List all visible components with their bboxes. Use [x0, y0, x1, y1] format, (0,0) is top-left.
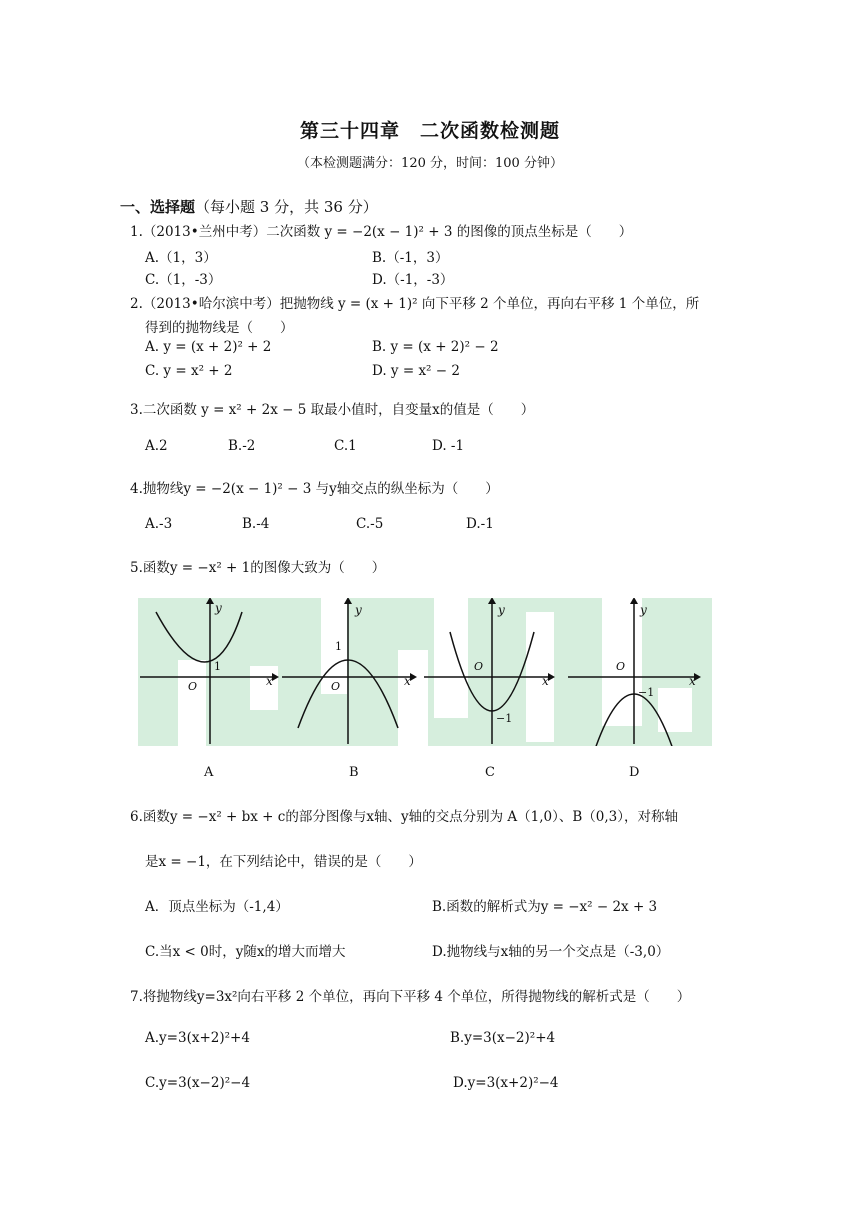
q4-option-d: D.-1: [466, 516, 494, 532]
q4-option-b: B.-4: [242, 516, 270, 532]
q2-stem-continued: 得到的抛物线是（ ）: [145, 320, 294, 336]
q7-option-a: A.y=3(x+2)²+4: [145, 1030, 250, 1046]
q7-option-d: D.y=3(x+2)²−4: [453, 1075, 559, 1091]
q1-option-a: A.（1，3）: [145, 250, 217, 266]
section-heading: [120, 196, 378, 217]
q7-option-b: B.y=3(x−2)²+4: [450, 1030, 556, 1046]
q7-option-c: C.y=3(x−2)²−4: [145, 1075, 251, 1091]
q5-label-c: C: [485, 765, 495, 780]
q5-graph-panel: [138, 598, 712, 746]
graph-d-origin: O: [616, 660, 626, 673]
q2-option-b: B. y = (x + 2)² − 2: [372, 339, 499, 355]
q5-stem: 5.函数y = −x² + 1的图像大致为（ ）: [130, 560, 386, 576]
q3-option-a: A.2: [145, 438, 168, 454]
section-note: （每小题 3 分，共 36 分）: [195, 198, 378, 216]
graph-c-x-label: x: [542, 674, 549, 688]
q1-option-d: D.（-1，-3）: [372, 272, 454, 288]
graph-b-origin: O: [331, 680, 341, 693]
graph-d-x-label: x: [689, 674, 696, 688]
graph-c-y-label: y: [498, 603, 505, 617]
graph-a-y-label: y: [215, 601, 222, 615]
q2-option-a: A. y = (x + 2)² + 2: [145, 339, 272, 355]
q1-option-c: C.（1，-3）: [145, 272, 222, 288]
graph-a-one: 1: [214, 660, 221, 673]
graph-d-neg-one: −1: [638, 686, 655, 699]
q3-option-c: C.1: [334, 438, 357, 454]
q3-option-d: D. -1: [432, 438, 465, 454]
q6-option-d: D.抛物线与x轴的另一个交点是（-3,0）: [432, 944, 670, 960]
q2-option-c: C. y = x² + 2: [145, 363, 233, 379]
q6-option-c: C.当x < 0时，y随x的增大而增大: [145, 944, 346, 960]
q3-stem: 3.二次函数 y = x² + 2x − 5 取最小值时，自变量x的值是（ ）: [130, 402, 535, 418]
q5-label-b: B: [349, 765, 359, 780]
q1-option-b: B.（-1，3）: [372, 250, 449, 266]
page-title: 第三十四章 二次函数检测题: [299, 120, 560, 142]
section-title: 一、选择题: [120, 198, 196, 216]
graph-a-x-label: x: [266, 674, 273, 688]
q7-stem: 7.将抛物线y=3x²向右平移 2 个单位，再向下平移 4 个单位，所得抛物线的解析式是（ ）: [130, 989, 691, 1005]
graph-b-x-label: x: [404, 674, 411, 688]
graph-c-neg-one: −1: [496, 712, 513, 725]
q6-stem-continued: 是x = −1，在下列结论中，错误的是（ ）: [145, 854, 422, 870]
q1-stem: 1.（2013•兰州中考）二次函数 y = −2(x − 1)² + 3 的图像的顶点坐标是（ ）: [130, 224, 633, 240]
q6-stem: 6.函数y = −x² + bx + c的部分图像与x轴、y轴的交点分别为 A（1,0）、B（0,3），对称轴: [130, 809, 678, 825]
page-subtitle: （本检测题满分：120 分，时间：100 分钟）: [297, 156, 563, 171]
q6-option-b: B.函数的解析式为y = −x² − 2x + 3: [432, 899, 658, 915]
q4-stem: 4.抛物线y = −2(x − 1)² − 3 与y轴交点的纵坐标为（ ）: [130, 481, 499, 497]
q3-option-b: B.-2: [228, 438, 256, 454]
graph-b-one: 1: [335, 640, 342, 653]
q2-option-d: D. y = x² − 2: [372, 363, 460, 379]
graph-d-y-label: y: [640, 603, 647, 617]
q6-option-a: A．顶点坐标为（-1,4）: [145, 899, 289, 915]
graph-a-origin: O: [188, 680, 198, 693]
q5-label-d: D: [629, 765, 640, 780]
q5-graphs: [138, 598, 712, 746]
q5-label-a: A: [204, 765, 214, 780]
graph-c-origin: O: [474, 660, 484, 673]
q4-option-c: C.-5: [356, 516, 384, 532]
graph-b-y-label: y: [355, 603, 362, 617]
q2-stem: 2.（2013•哈尔滨中考）把抛物线 y = (x + 1)² 向下平移 2 个单位，再向右平移 1 个单位，所: [130, 296, 700, 312]
q4-option-a: A.-3: [145, 516, 173, 532]
